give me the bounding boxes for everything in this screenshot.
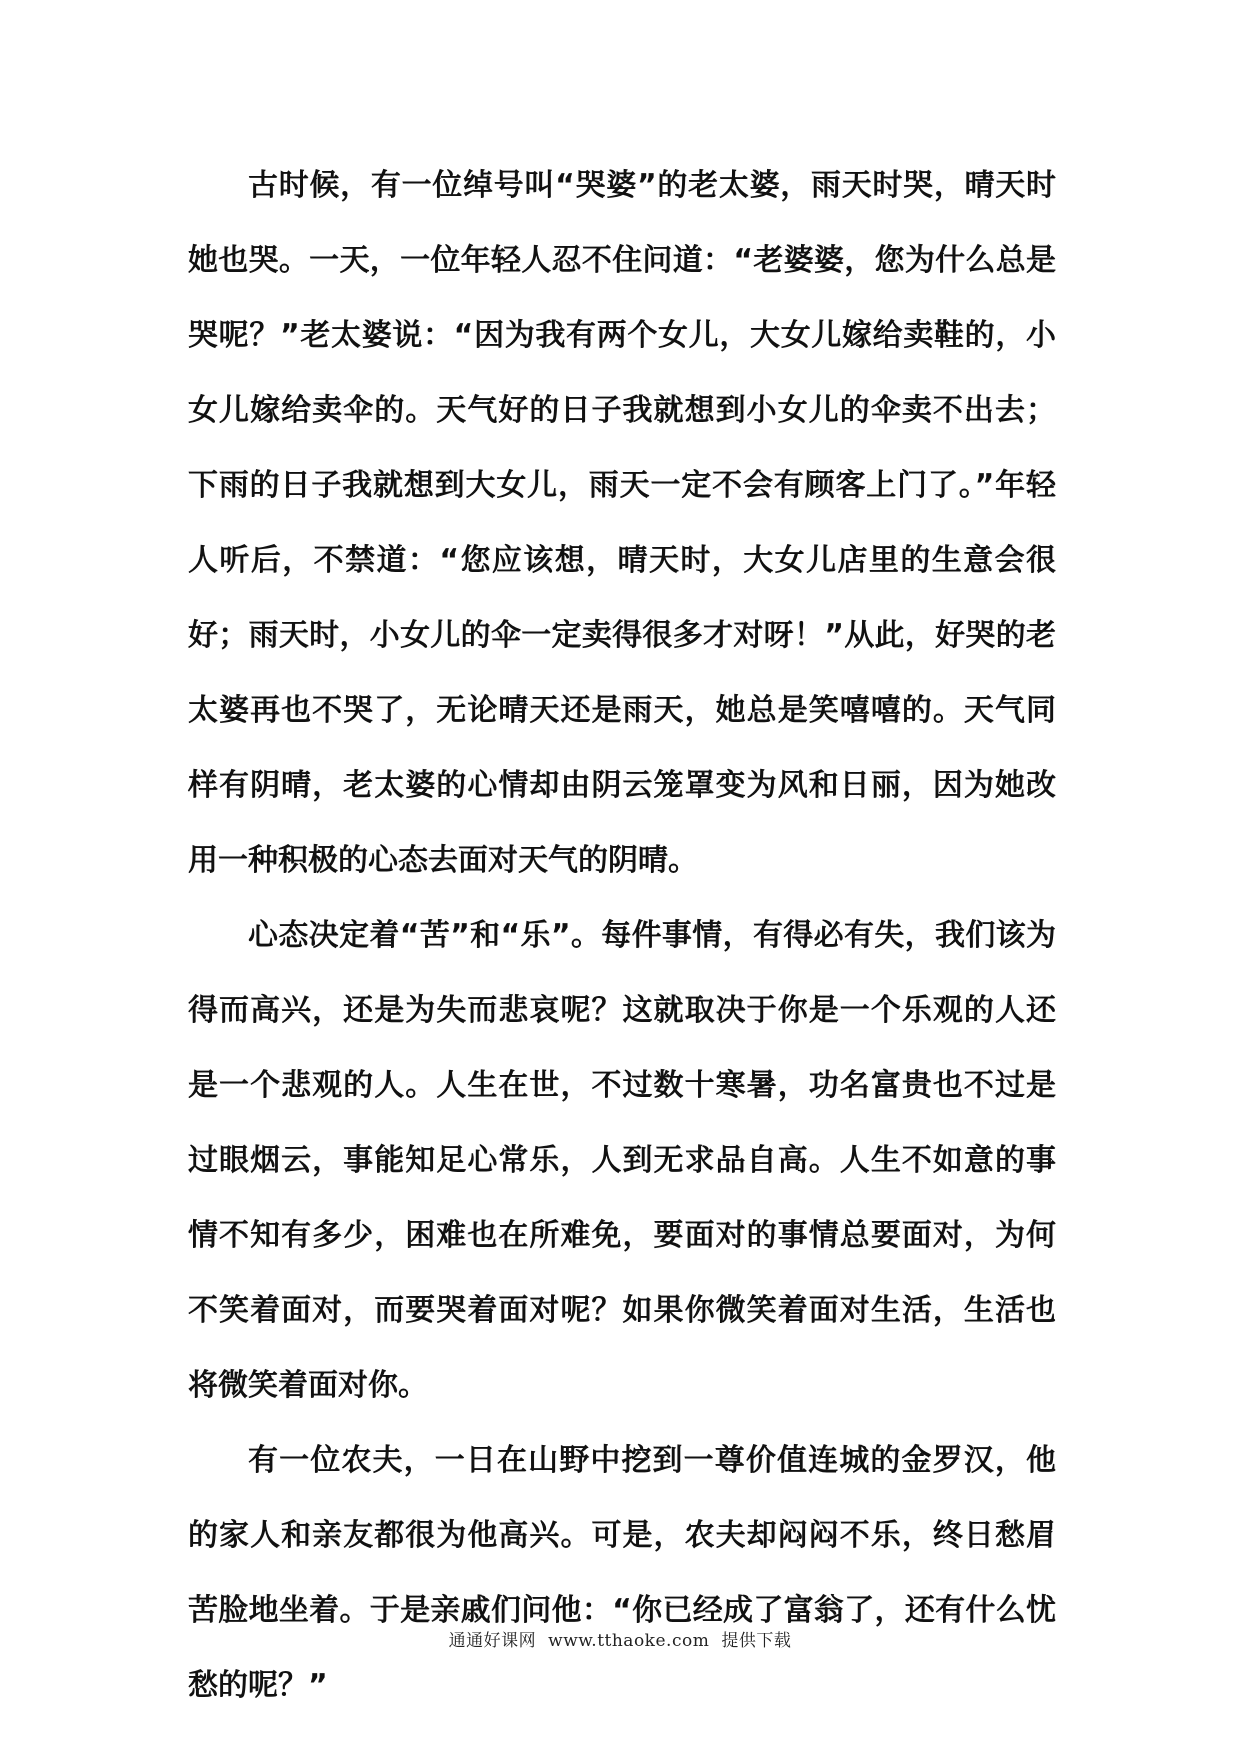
- footer-url: www.tthaoke.com: [548, 1631, 710, 1651]
- paragraph-2: 心态决定着“苦”和“乐”。每件事情，有得必有失，我们该为得而高兴，还是为失而悲哀呢？这就取决于你是一个乐观的人还是一个悲观的人。人生在世，不过数十寒暑，功名富贵也不过是过眼烟云，事能知足心常乐，人到无求品自高。人生不如意的事情不知有多少，困难也在所难免，要面对的事情总要面对，为何不笑着面对，而要哭着面对呢？如果你微笑着面对生活，生活也将微笑着面对你。: [188, 918, 1056, 1403]
- footer-site-name: 通通好课网: [448, 1631, 537, 1651]
- page-footer: [0, 1626, 1240, 1651]
- paragraph-1: 古时候，有一位绰号叫“哭婆”的老太婆，雨天时哭，晴天时她也哭。一天，一位年轻人忍不住问道：“老婆婆，您为什么总是哭呢？”老太婆说：“因为我有两个女儿，大女儿嫁给卖鞋的，小女儿嫁给卖伞的。天气好的日子我就想到小女儿的伞卖不出去；下雨的日子我就想到大女儿，雨天一定不会有顾客上门了。”年轻人听后，不禁道：“您应该想，晴天时，大女儿店里的生意会很好；雨天时，小女儿的伞一定卖得很多才对呀！”从此，好哭的老太婆再也不哭了，无论晴天还是雨天，她总是笑嘻嘻的。天气同样有阴晴，老太婆的心情却由阴云笼罩变为风和日丽，因为她改用一种积极的心态去面对天气的阴晴。: [188, 168, 1056, 878]
- document-body: [188, 148, 1056, 1723]
- footer-suffix: 提供下载: [721, 1631, 792, 1651]
- paragraph-3: 有一位农夫，一日在山野中挖到一尊价值连城的金罗汉，他的家人和亲友都很为他高兴。可是，农夫却闷闷不乐，终日愁眉苦脸地坐着。于是亲戚们问他：“你已经成了富翁了，还有什么忧愁的呢？”: [188, 1443, 1056, 1703]
